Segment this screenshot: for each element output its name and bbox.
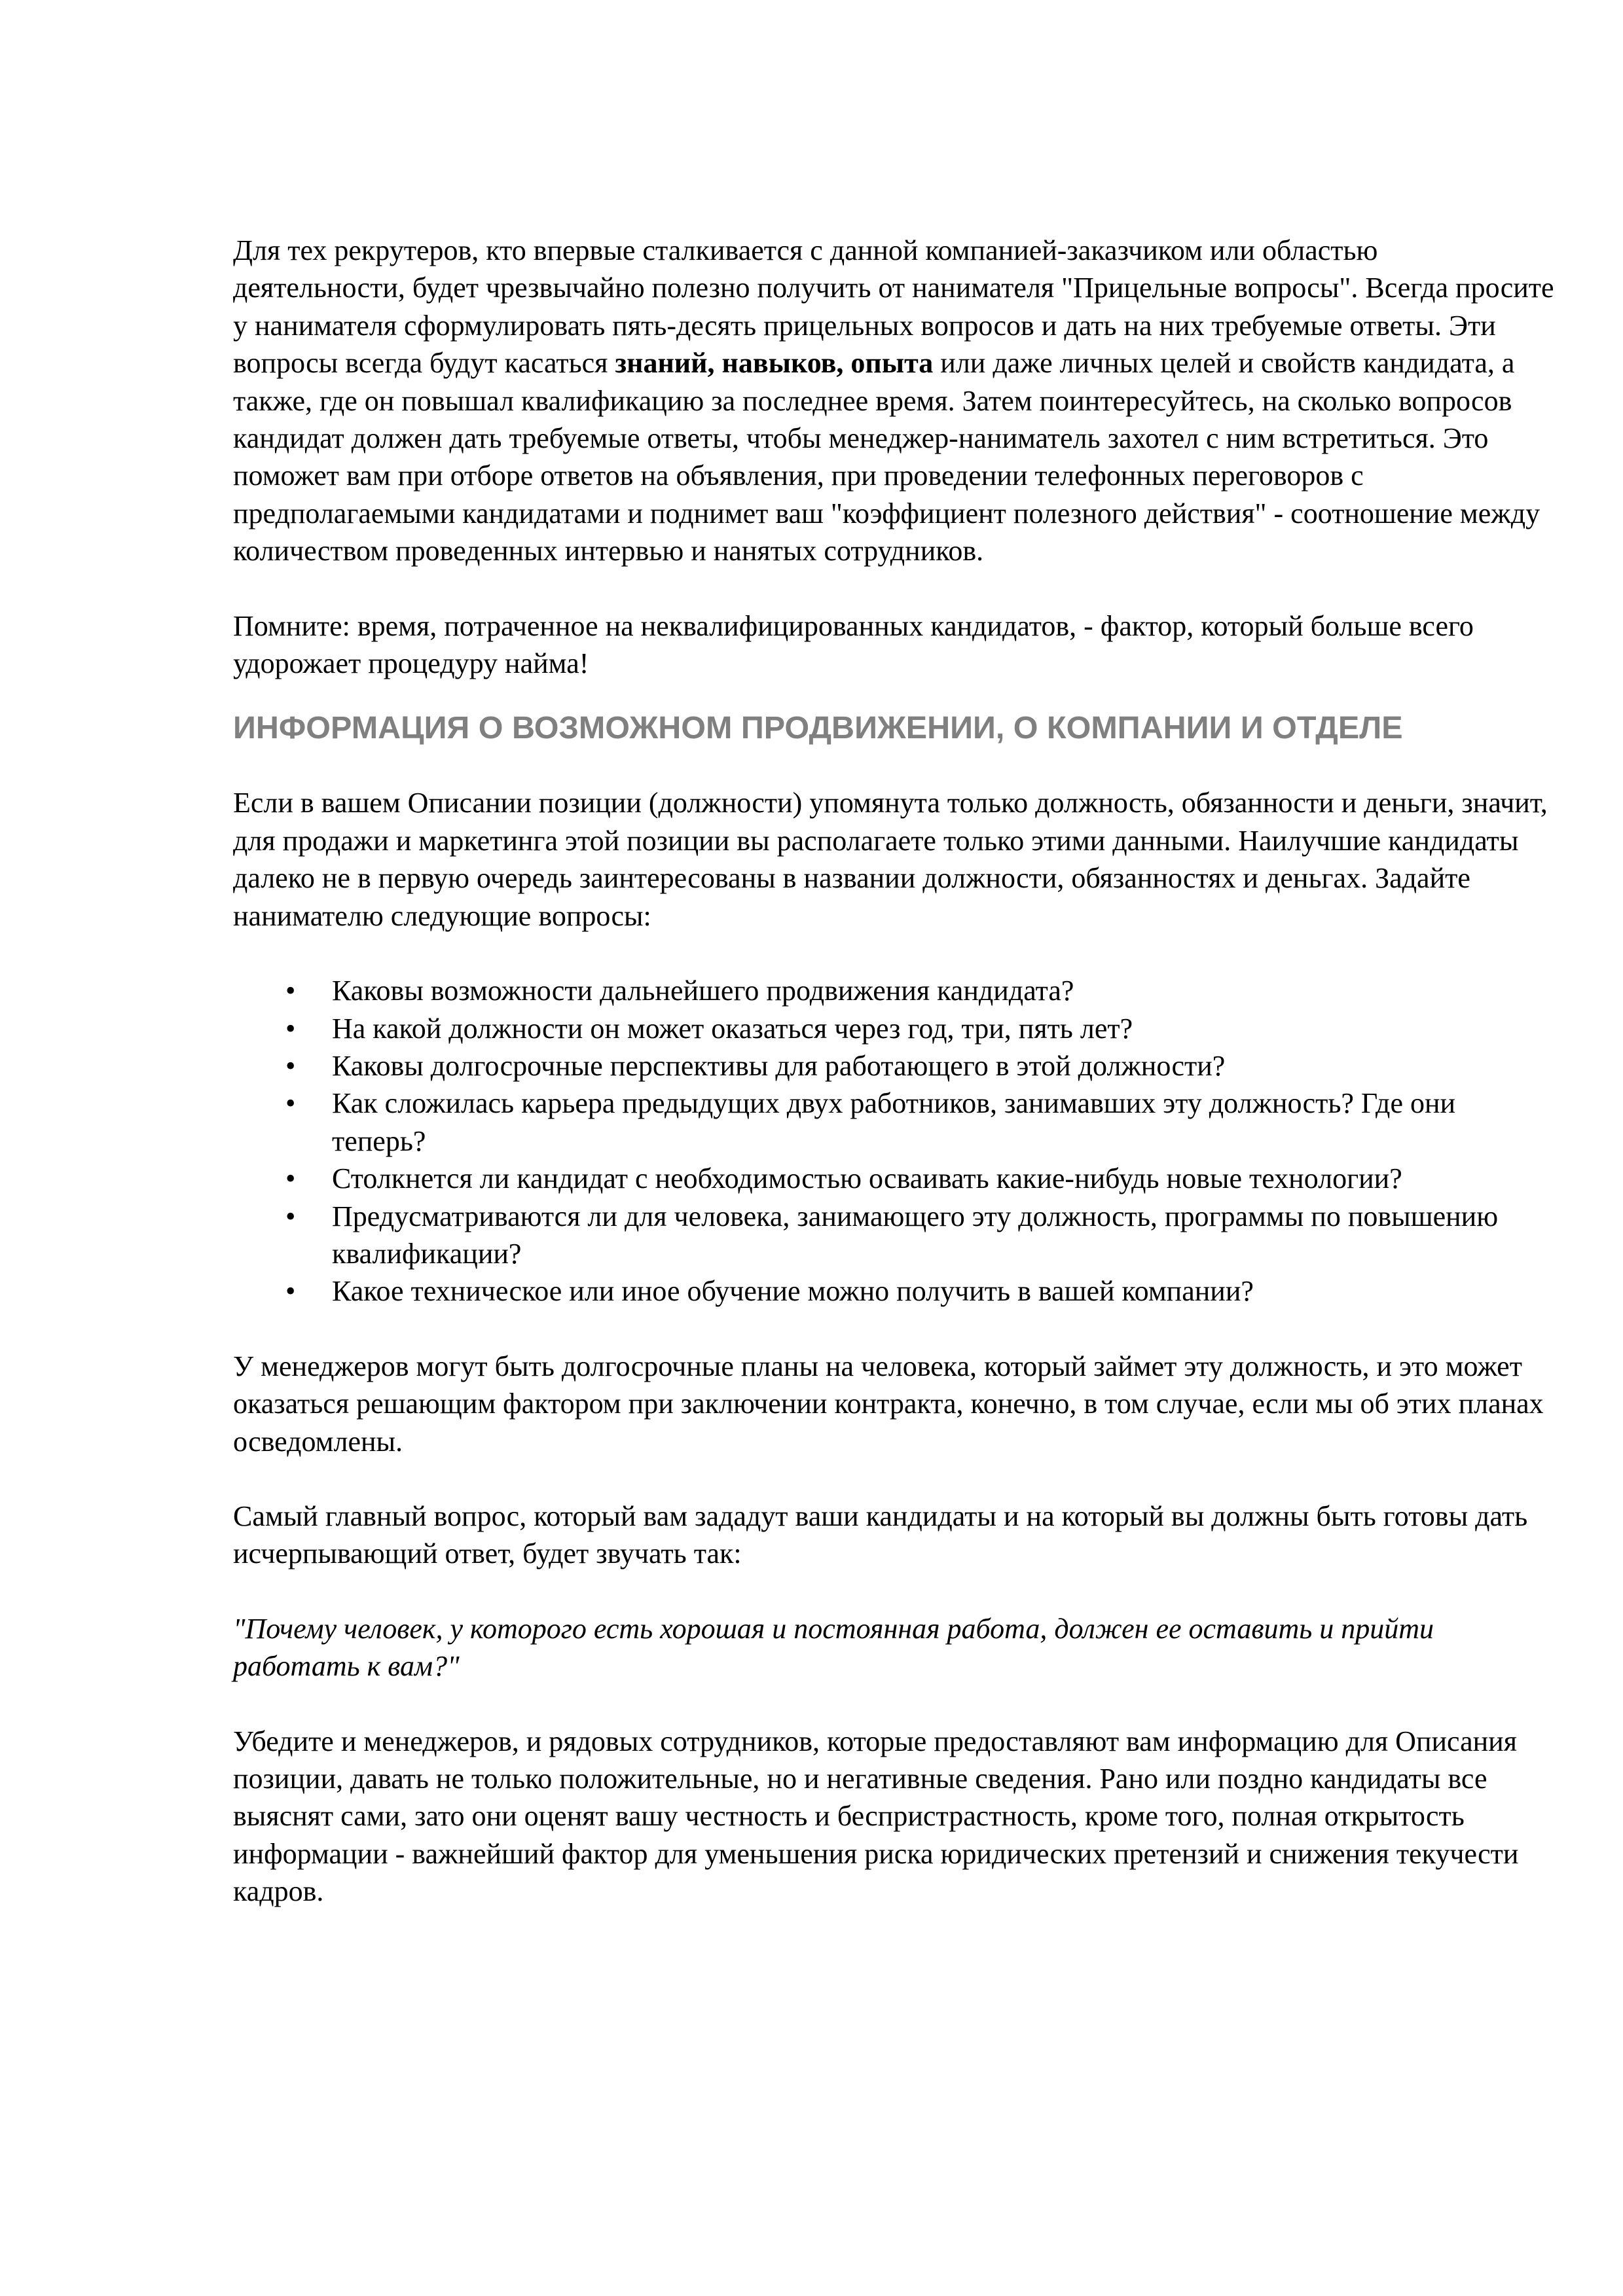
list-item-text: Как сложилась карьера предыдущих двух работников, занимавших эту должность? Где они теперь? [332,1087,1456,1157]
paragraph-honesty: Убедите и менеджеров, и рядовых сотрудников, которые предоставляют вам информацию для Описания позиции, давать не только положительные, но и негативные сведения. Рано или поздно кандидаты все выяснят сами, зато они оценят вашу честность и беспристрастность, кроме того, полная открытость информации - важнейший фактор для уменьшения риска юридических претензий и снижения текучести кадров. [233,1725,1519,1908]
paragraph-position-description: Если в вашем Описании позиции (должности) упомянута только должность, обязанности и деньги, значит, для продажи и маркетинга этой позиции вы располагаете только этими данными. Наилучшие кандидаты далеко не в первую очередь заинтересованы в названии должности, обязанностях и деньгах. Задайте нанимателю следующие вопросы: [233,787,1548,932]
bullet-icon: • [285,1087,296,1120]
paragraph-text: или даже личных целей и свойств кандидата, а также, где он повышал квалификацию за последнее время. Затем поинтересуйтесь, на сколько вопросов кандидат должен дать требуемые ответы, чтобы менеджер-наниматель захотел с ним встретиться. Это поможет вам при отборе ответов на объявления, при проведении телефонных переговоров с предполагаемыми кандидатами и поднимет ваш "коэффициент полезного действия" - соотношение между количеством проведенных интервью и нанятых сотрудников. [233,347,1541,567]
list-item-text: Столкнется ли кандидат с необходимостью осваивать какие-нибудь новые технологии? [332,1162,1402,1195]
list-item [233,1160,1556,1197]
bullet-icon: • [285,1200,296,1232]
list-item [233,1010,1556,1047]
bold-emphasis: знаний, навыков, опыта [615,347,934,380]
section-heading: ИНФОРМАЦИЯ О ВОЗМОЖНОМ ПРОДВИЖЕНИИ, О КОМПАНИИ И ОТДЕЛЕ [233,710,1403,746]
list-item-text: Какое техническое или иное обучение можно получить в вашей компании? [332,1275,1254,1308]
list-item [233,1085,1556,1160]
list-item [233,972,1556,1009]
paragraph-targeted-questions [233,232,1556,570]
paragraph-main-question: Самый главный вопрос, который вам зададут ваши кандидаты и на который вы должны быть готовы дать исчерпывающий ответ, будет звучать так: [233,1499,1528,1570]
questions-list [233,972,1556,1310]
bullet-icon: • [285,975,296,1007]
bullet-icon: • [285,1049,296,1082]
paragraph-managers-plans: У менеджеров могут быть долгосрочные планы на человека, который займет эту должность, и это может оказаться решающим фактором при заключении контракта, конечно, в том случае, если мы об этих планах осведомлены. [233,1350,1544,1458]
paragraph-remember: Помните: время, потраченное на неквалифицированных кандидатов, - фактор, который больше всего удорожает процедуру найма! [233,609,1474,680]
list-item-text: Предусматриваются ли для человека, занимающего эту должность, программы по повышению квалификации? [332,1200,1499,1270]
list-item-text: На какой должности он может оказаться через год, три, пять лет? [332,1012,1133,1045]
bullet-icon: • [285,1275,296,1308]
list-item-text: Каковы долгосрочные перспективы для работающего в этой должности? [332,1049,1226,1082]
list-item [233,1272,1556,1310]
list-item [233,1198,1556,1273]
quote-main-question: "Почему человек, у которого есть хорошая и постоянная работа, должен ее оставить и прийти работать к вам?" [233,1612,1434,1683]
document-page [233,232,1556,1910]
list-item [233,1047,1556,1085]
paragraph-text: Для тех рекрутеров, кто впервые сталкивается с данной компанией-заказчиком или областью деятельности, будет чрезвычайно полезно получить от нанимателя "Прицельные вопросы". Всегда просите у нанимателя сформулировать пять-десять прицельных вопросов и дать на них требуемые ответы. Эти вопросы всегда будут касаться [233,234,1554,380]
list-item-text: Каковы возможности дальнейшего продвижения кандидата? [332,975,1074,1007]
bullet-icon: • [285,1012,296,1045]
bullet-icon: • [285,1162,296,1195]
